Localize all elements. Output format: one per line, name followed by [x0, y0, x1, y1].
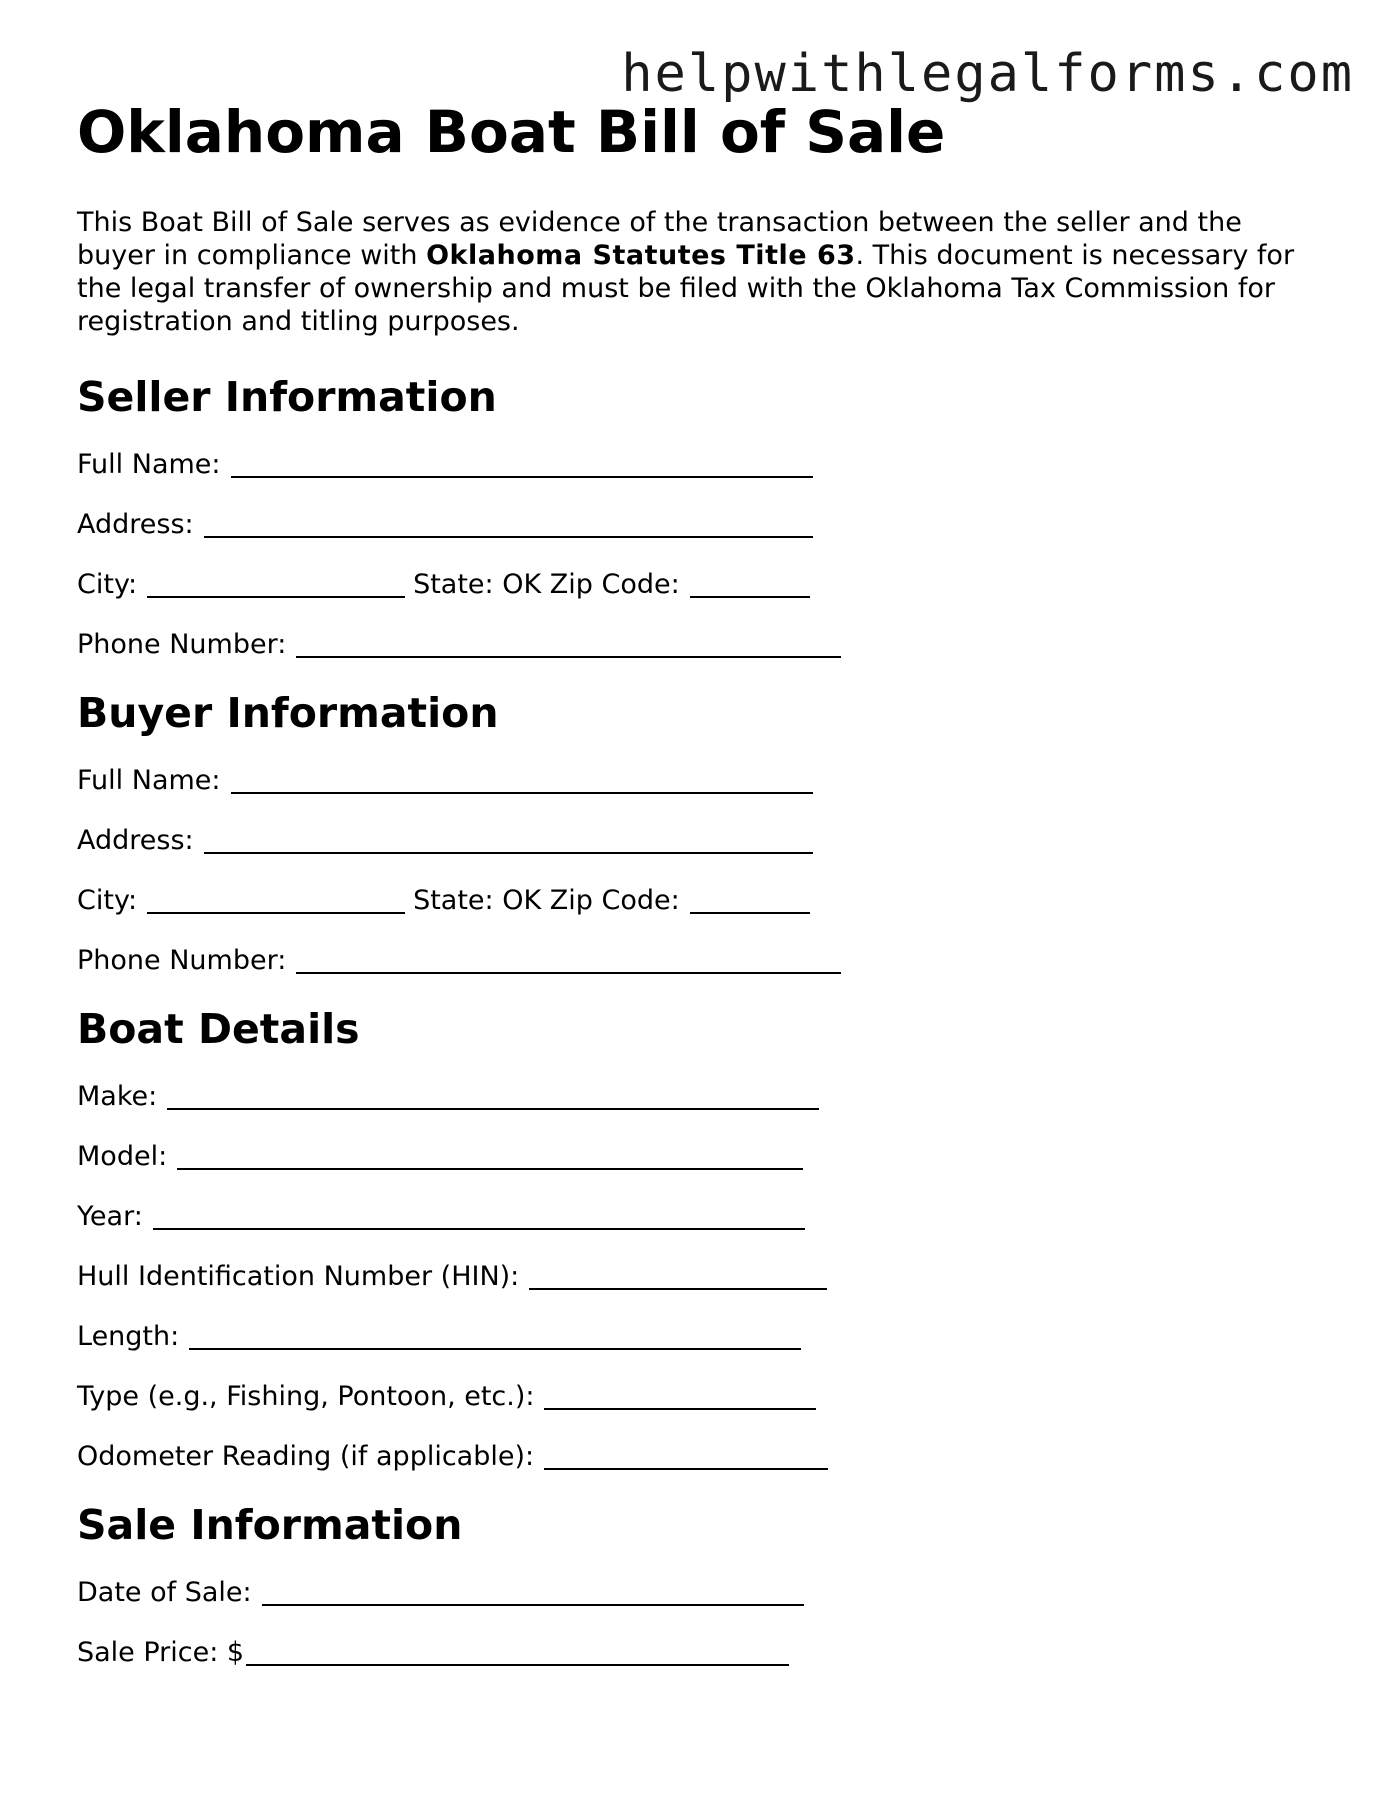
boat-section	[77, 1004, 1327, 1474]
buyer-city-label: City:	[77, 885, 138, 916]
buyer-address-field	[77, 824, 1327, 858]
seller-phone-line[interactable]	[296, 656, 841, 658]
intro-text-end: . This document is necessary for the legal transfer of ownership and must be filed with the Oklahoma Tax Commission for registration and titling purposes.	[77, 240, 1295, 337]
sale-price-field	[77, 1636, 1327, 1670]
statute-reference: Oklahoma Statutes Title 63	[426, 240, 856, 271]
buyer-full-name-label: Full Name:	[77, 765, 221, 796]
buyer-section	[77, 688, 1327, 978]
seller-phone-field	[77, 628, 1327, 662]
seller-heading: Seller Information	[77, 373, 497, 421]
document-title: Oklahoma Boat Bill of Sale	[77, 98, 946, 166]
boat-length-field	[77, 1320, 1327, 1354]
seller-full-name-line[interactable]	[231, 476, 813, 478]
seller-zip-line[interactable]	[690, 596, 810, 598]
sale-price-line[interactable]	[246, 1664, 789, 1666]
sale-section	[77, 1500, 1327, 1670]
buyer-phone-label: Phone Number:	[77, 945, 287, 976]
boat-type-line[interactable]	[544, 1408, 816, 1410]
buyer-phone-line[interactable]	[296, 972, 841, 974]
boat-type-label: Type (e.g., Fishing, Pontoon, etc.):	[77, 1381, 535, 1412]
sale-date-line[interactable]	[262, 1604, 804, 1606]
bill-of-sale-document	[77, 96, 1327, 1696]
seller-phone-label: Phone Number:	[77, 629, 287, 660]
sale-date-field	[77, 1576, 1327, 1610]
buyer-state-zip-label: State: OK Zip Code:	[413, 885, 680, 916]
seller-state-zip-label: State: OK Zip Code:	[413, 569, 680, 600]
buyer-full-name-line[interactable]	[231, 792, 813, 794]
seller-city-state-zip-field	[77, 568, 1327, 602]
sale-date-label: Date of Sale:	[77, 1577, 252, 1608]
boat-length-label: Length:	[77, 1321, 180, 1352]
boat-odometer-line[interactable]	[544, 1468, 828, 1470]
buyer-zip-line[interactable]	[690, 912, 810, 914]
sale-price-label: Sale Price: $	[77, 1637, 245, 1668]
seller-address-label: Address:	[77, 509, 194, 540]
site-watermark: helpwithlegalforms.com	[621, 44, 1354, 104]
intro-text-start: This Boat Bill of Sale serves as evidence of the transaction between the seller and the buyer in compliance with	[77, 207, 1242, 271]
buyer-city-line[interactable]	[147, 912, 405, 914]
buyer-city-state-zip-field	[77, 884, 1327, 918]
boat-year-line[interactable]	[153, 1228, 805, 1230]
boat-model-line[interactable]	[177, 1168, 803, 1170]
seller-city-label: City:	[77, 569, 138, 600]
boat-odometer-field	[77, 1440, 1327, 1474]
buyer-full-name-field	[77, 764, 1327, 798]
sale-heading: Sale Information	[77, 1501, 463, 1549]
boat-make-label: Make:	[77, 1081, 158, 1112]
buyer-phone-field	[77, 944, 1327, 978]
boat-year-field	[77, 1200, 1327, 1234]
boat-odometer-label: Odometer Reading (if applicable):	[77, 1441, 535, 1472]
seller-address-field	[77, 508, 1327, 542]
seller-section	[77, 372, 1327, 662]
boat-hin-line[interactable]	[529, 1288, 827, 1290]
seller-full-name-label: Full Name:	[77, 449, 221, 480]
boat-model-label: Model:	[77, 1141, 168, 1172]
buyer-address-label: Address:	[77, 825, 194, 856]
boat-hin-label: Hull Identification Number (HIN):	[77, 1261, 520, 1292]
buyer-address-line[interactable]	[204, 852, 813, 854]
buyer-heading: Buyer Information	[77, 689, 499, 737]
seller-city-line[interactable]	[147, 596, 405, 598]
seller-full-name-field	[77, 448, 1327, 482]
seller-address-line[interactable]	[204, 536, 813, 538]
intro-paragraph	[77, 206, 1317, 338]
boat-make-field	[77, 1080, 1327, 1114]
boat-type-field	[77, 1380, 1327, 1414]
boat-year-label: Year:	[77, 1201, 143, 1232]
boat-length-line[interactable]	[189, 1348, 801, 1350]
boat-heading: Boat Details	[77, 1005, 360, 1053]
boat-hin-field	[77, 1260, 1327, 1294]
boat-make-line[interactable]	[167, 1108, 819, 1110]
boat-model-field	[77, 1140, 1327, 1174]
